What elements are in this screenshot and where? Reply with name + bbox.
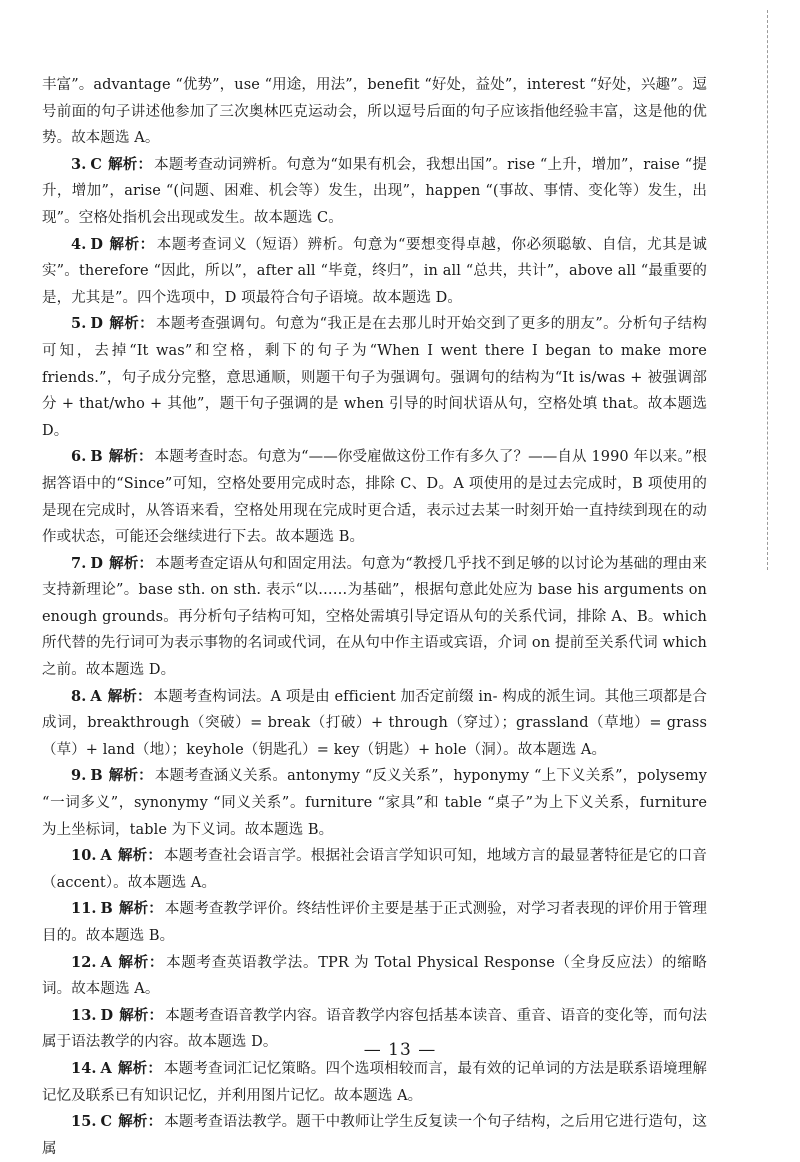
explanation-item-8: 8. A 解析： 本题考查构词法。A 项是由 efficient 加否定前缀 in- 构成的派生词。其他三项都是合成词，breakthrough（突破）= break（打破）+ through（穿过）；grassland（草地）= grass（草）+ land（地）；keyhole（钥匙孔）= key（钥匙）+ hole（洞）。故本题选 A。 <box>42 687 707 758</box>
explanation-item-7: 7. D 解析： 本题考查定语从句和固定用法。句意为“教授几乎找不到足够的以讨论为基础的理由来支持新理论”。base sth. on sth. 表示“以……为基础”，根据句意此处应为 base his arguments on enough grounds。再分析句子结构可知，空格处需填引导定语从句的关系代词，排除 A、B。which 所代替的先行词可为表示事物的名词或代词，在从句中作主语或宾语，介词 on 提前至关系代词 which 之前。故本题选 D。 <box>42 554 707 679</box>
continued-paragraph: 丰富”。advantage “优势”，use “用途，用法”，benefit “好处，益处”，interest “好处，兴趣”。逗号前面的句子讲述他参加了三次奥林匹克运动会，所以逗号后面的句子应该指他经验丰富，这是他的优势。故本题选 A。 <box>42 77 707 147</box>
explanation-item-14: 14. A 解析： 本题考查词汇记忆策略。四个选项相较而言，最有效的记单词的方法是联系语境理解记忆及联系已有知识记忆，并利用图片记忆。故本题选 A。 <box>42 1059 707 1104</box>
explanation-item-12: 12. A 解析： 本题考查英语教学法。TPR 为 Total Physical Response（全身反应法）的缩略词。故本题选 A。 <box>42 953 707 998</box>
explanation-item-13: 13. D 解析： 本题考查语音教学内容。语音教学内容包括基本读音、重音、语音的变化等，而句法属于语法教学的内容。故本题选 D。 <box>42 1006 707 1051</box>
explanation-item-11: 11. B 解析： 本题考查教学评价。终结性评价主要是基于正式测验，对学习者表现的评价用于管理目的。故本题选 B。 <box>42 900 707 944</box>
page-number: — 13 — <box>363 1040 437 1060</box>
answer-explanations <box>42 72 707 1162</box>
explanation-item-9: 9. B 解析： 本题考查涵义关系。antonymy “反义关系”，hyponymy “上下义关系”，polysemy “一词多义”，synonymy “同义关系”。furniture “家具”和 table “桌子”为上下义关系，furniture 为上坐标词，table 为下义词。故本题选 B。 <box>42 767 707 838</box>
explanation-item-10: 10. A 解析： 本题考查社会语言学。根据社会语言学知识可知，地域方言的最显著特征是它的口音（accent）。故本题选 A。 <box>42 847 707 891</box>
explanation-item-5: 5. D 解析： 本题考查强调句。句意为“我正是在去那儿时开始交到了更多的朋友”。分析句子结构可知，去掉“It was”和空格，剩下的句子为“When I went there I began to make more friends.”，句子成分完整，意思通顺，则题干句子为强调句。强调句的结构为“It is/was + 被强调部分 + that/who + 其他”，题干句子强调的是 when 引导的时间状语从句，空格处填 that。故本题选 D。 <box>42 315 707 439</box>
explanation-item-4: 4. D 解析： 本题考查词义（短语）辨析。句意为“要想变得卓越，你必须聪敏、自信，尤其是诚实”。therefore “因此，所以”，after all “毕竟，终归”，in all “总共，共计”，above all “最重要的是，尤其是”。四个选项中，D 项最符合句子语境。故本题选 D。 <box>42 235 708 306</box>
explanation-item-15: 15. C 解析： 本题考查语法教学。题干中教师让学生反复读一个句子结构，之后用它进行造句，这属 <box>42 1113 707 1157</box>
explanation-item-3: 3. C 解析： 本题考查动词辨析。句意为“如果有机会，我想出国”。rise “上升，增加”，raise “提升，增加”，arise “(问题、困难、机会等）发生，出现”，happen “(事故、事情、变化等）发生，出现”。空格处指机会出现或发生。故本题选 C。 <box>42 155 707 226</box>
binding-margin-line <box>767 10 768 570</box>
explanation-item-6: 6. B 解析： 本题考查时态。句意为“——你受雇做这份工作有多久了？——自从 1990 年以来。”根据答语中的“Since”可知，空格处要用完成时态，排除 C、D。A 项使用的是过去完成时，B 项使用的是现在完成时，从答语来看，空格处用现在完成时更合适，表示过去某一时刻开始一直持续到现在的动作或状态，可能还会继续进行下去。故本题选 B。 <box>42 448 707 546</box>
